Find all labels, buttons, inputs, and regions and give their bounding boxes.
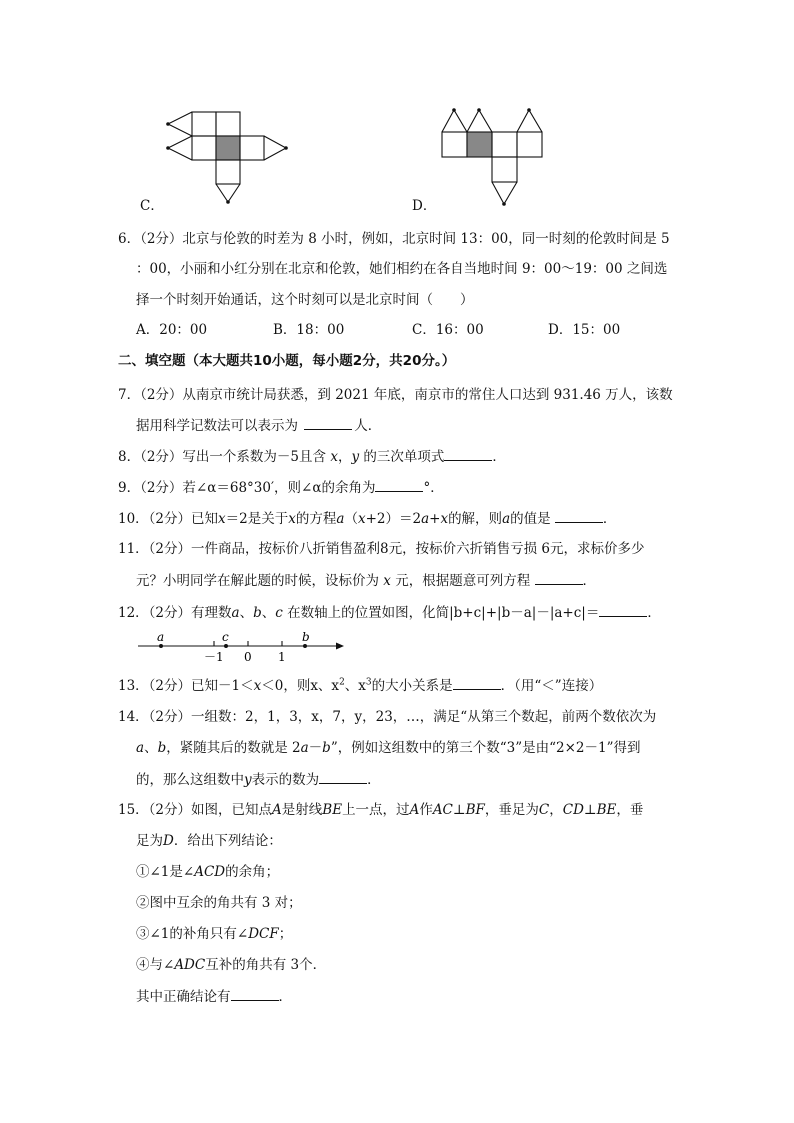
q11-text: 元？小明同学在解此题的时候，设标价为	[136, 573, 384, 589]
q8-text: 8．（2分）写出一个系数为－5且含	[118, 449, 331, 465]
q10-text: 的值是	[510, 511, 551, 527]
q10-var: a	[336, 511, 345, 527]
q10-line	[118, 509, 616, 528]
q13-text: ＜0，则x、x	[261, 678, 340, 694]
q14-var: b	[157, 740, 167, 756]
q9-line	[118, 478, 444, 497]
q15-conclusion-2: ②图中互余的角共有 3 对；	[136, 895, 302, 911]
q13-end: ．（用“＜”连接）	[500, 678, 603, 694]
option-d-label: D．	[412, 198, 437, 214]
tick-label-1: 1	[278, 650, 286, 664]
q15-text: ，	[549, 802, 563, 818]
q15-text: 作	[419, 802, 433, 818]
q11-answer-blank[interactable]	[535, 571, 583, 585]
q10-var: a	[502, 511, 511, 527]
q15-c1-text: ①∠1是∠	[136, 864, 195, 880]
q11-text-2: 元，根据题意可列方程	[390, 573, 531, 589]
tick-label-minus-1: －1	[204, 650, 224, 664]
label-c: c	[222, 630, 229, 644]
q6-option-c: C．16：00	[412, 322, 484, 338]
q15-conclusion-3	[136, 925, 292, 943]
q15-var: BE	[596, 802, 617, 818]
q14-text: ，紧随其后的数就是 2	[166, 740, 301, 756]
q14-answer-blank[interactable]	[319, 770, 367, 784]
q12-end: ．	[647, 605, 661, 621]
q10-var: x	[288, 511, 296, 527]
q15-line-1	[118, 801, 643, 819]
q15-var: CD	[562, 802, 584, 818]
q13-var-x: x	[253, 678, 262, 694]
q15-c1-var: ACD	[194, 864, 226, 880]
q15-c3-text: ③∠1的补角只有∠	[136, 926, 249, 942]
label-b: b	[302, 630, 310, 644]
q7-line-2	[136, 416, 381, 435]
q10-text: （	[344, 511, 358, 527]
q6-line-1: 6．（2分）北京与伦敦的时差为 8 小时，例如，北京时间 13：00，同一时刻的伦敦时间是 5	[118, 231, 670, 247]
q14-var-y: y	[244, 772, 252, 788]
q15-line-2	[136, 832, 282, 850]
q12-answer-blank[interactable]	[599, 603, 647, 617]
q13-text: 13．（2分）已知－1＜	[118, 678, 254, 694]
q11-line-1: 11．（2分）一件商品，按标价八折销售盈利8元，按标价六折销售亏损 6元，求标价多少	[118, 541, 645, 557]
q7-line-1: 7．（2分）从南京市统计局获悉，到 2021 年底，南京市的常住人口达到 931.46 万人，该数	[118, 387, 673, 403]
q14-var: a	[136, 740, 145, 756]
q13-exp-3: 3	[365, 677, 372, 688]
q8-line	[118, 447, 506, 466]
q7-answer-blank[interactable]	[304, 416, 352, 430]
section-2-heading: 二、填空题（本大题共10小题，每小题2分，共20分。）	[118, 353, 456, 369]
q8-answer-blank[interactable]	[444, 447, 492, 461]
q11-var-x: x	[383, 573, 391, 589]
q15-text: ，垂	[616, 802, 644, 818]
q13-exp-2: 2	[339, 677, 345, 688]
q11-line-2	[136, 571, 596, 590]
q8-var-x: x	[330, 449, 338, 465]
option-c-label: C．	[140, 198, 164, 214]
q15-final-text: 其中正确结论有	[136, 989, 231, 1005]
q12-var: a	[231, 605, 240, 621]
q15-conclusion-4	[136, 956, 326, 974]
q15-text: 足为	[136, 833, 163, 849]
q15-text: 上一点，过	[342, 802, 410, 818]
q8-text-2: 的三次单项式	[359, 449, 445, 465]
q15-text: 15．（2分）如图，已知点	[118, 802, 273, 818]
q10-text: ＝2是关于	[225, 511, 289, 527]
q14-end: ．	[367, 772, 381, 788]
q15-answer-blank[interactable]	[231, 987, 279, 1001]
q12-line	[118, 603, 661, 622]
q6-line-2: ：00，小丽和小红分别在北京和伦敦，她们相约在各自当地时间 9：00～19：00 之间选	[136, 261, 668, 277]
net-figure-d	[436, 104, 548, 206]
q14-text: ”，例如这组数中的第三个数“3”是由“2×2－1”得到	[330, 740, 641, 756]
q10-var: a	[421, 511, 430, 527]
q8-var-y: y	[351, 449, 360, 465]
q10-var: x	[440, 511, 449, 527]
q7-text: 据用科学记数法可以表示为	[136, 418, 298, 434]
q15-var: BE	[322, 802, 343, 818]
q15-text: ．给出下列结论：	[173, 833, 282, 849]
q10-text: 10．（2分）已知	[118, 511, 219, 527]
q8-end: ．	[492, 449, 506, 465]
q15-c3-var: DCF	[248, 926, 279, 942]
q15-var: D	[163, 833, 174, 849]
q14-text: 的，那么这组数中	[136, 772, 244, 788]
q14-var: b	[322, 740, 331, 756]
q14-line-3	[136, 770, 381, 789]
q15-text: ，垂足为	[484, 802, 539, 818]
q14-text: 、	[144, 740, 158, 756]
q9-text: 9．（2分）若∠α＝68°30′，则∠α的余角为	[118, 480, 376, 496]
q9-end: °．	[423, 480, 444, 496]
q15-c3-text-2: ；	[278, 926, 293, 942]
q15-final-line	[136, 987, 292, 1006]
q15-conclusion-1	[136, 863, 279, 881]
q15-final-end: ．	[278, 989, 292, 1005]
q15-text: ⊥	[583, 802, 597, 818]
q9-answer-blank[interactable]	[375, 478, 423, 492]
q15-c1-text-2: 的余角；	[225, 864, 280, 880]
q15-var: C	[538, 802, 550, 818]
q10-end: ．	[602, 511, 617, 527]
q12-var: c	[275, 605, 283, 621]
q15-c4-text-2: 互补的角共有 3个．	[205, 957, 327, 973]
q15-var: A	[272, 802, 282, 818]
q15-c4-var: ADC	[174, 957, 206, 973]
q14-text: 表示的数为	[251, 772, 320, 788]
q13-line	[118, 676, 602, 695]
number-line	[136, 630, 350, 664]
q6-option-b: B．18：00	[273, 322, 345, 338]
q15-text: 是射线	[281, 802, 323, 818]
q10-var: x	[218, 511, 226, 527]
q11-end: ．	[582, 573, 597, 589]
q13-text: 的大小关系是	[371, 678, 453, 694]
q12-text: 12．（2分）有理数	[118, 605, 232, 621]
q7-unit: 人．	[354, 418, 382, 434]
q12-var: b	[253, 605, 262, 621]
q10-text: +2）＝2	[365, 511, 422, 527]
q10-answer-blank[interactable]	[555, 509, 603, 523]
q15-var: AC	[432, 802, 453, 818]
q14-line-1: 14．（2分）一组数：2，1，3，x，7，y，23，…，满足“从第三个数起，前两个数依次为	[118, 709, 657, 725]
q10-text: 的方程	[295, 511, 337, 527]
q10-text: +	[429, 511, 441, 527]
q6-option-d: D．15：00	[548, 322, 621, 338]
q13-answer-blank[interactable]	[453, 676, 501, 690]
q15-var: BF	[465, 802, 485, 818]
q13-text: 、x	[344, 678, 366, 694]
q10-text: 的解，则	[448, 511, 503, 527]
q15-c4-text: ④与∠	[136, 957, 175, 973]
q14-var: a	[300, 740, 309, 756]
label-a: a	[157, 630, 165, 644]
q6-line-3: 择一个时刻开始通话，这个时刻可以是北京时间（ ）	[136, 292, 474, 308]
q12-sep: 、	[261, 605, 276, 621]
q15-text: ⊥	[452, 802, 466, 818]
q8-comma: ，	[337, 449, 352, 465]
q14-line-2	[136, 739, 641, 757]
tick-label-0: 0	[244, 650, 252, 664]
net-figure-c	[160, 104, 290, 204]
q12-sep: 、	[239, 605, 254, 621]
q10-var: x	[357, 511, 366, 527]
q14-text: －	[308, 740, 323, 756]
q12-text-2: 在数轴上的位置如图，化简|b+c|+|b－a|－|a+c|＝	[282, 605, 600, 621]
q15-var: A	[409, 802, 420, 818]
q6-option-a: A．20：00	[136, 322, 208, 338]
